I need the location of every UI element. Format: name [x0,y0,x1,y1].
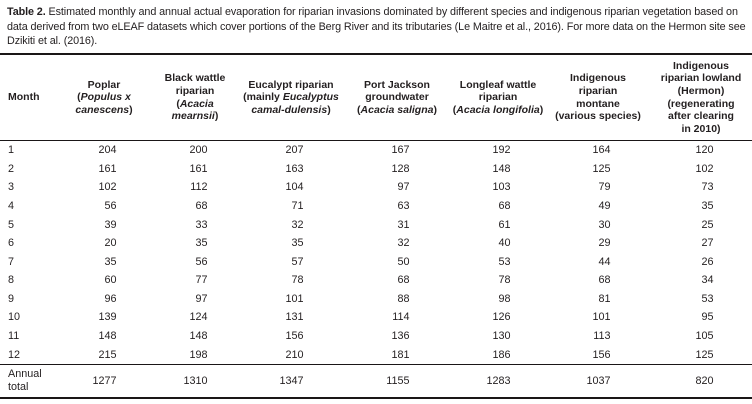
value-cell-port-jackson [344,327,450,346]
value-cell-poplar [56,179,152,198]
column-header-indigenous-montane [546,54,650,141]
evaporation-value: 101 [592,311,611,324]
header-text: Poplar [87,78,121,91]
evaporation-value: 163 [285,162,304,175]
evaporation-value: 35 [291,237,304,250]
value-cell-port-jackson [344,160,450,179]
value-cell-port-jackson [344,290,450,309]
header-line [345,91,449,104]
header-line [345,79,449,92]
value-cell-poplar [56,290,152,309]
value-cell-longleaf-wattle [450,272,546,291]
value-cell-indigenous-lowland [650,234,752,253]
evaporation-value: 35 [195,237,208,250]
value-cell-longleaf-wattle [450,234,546,253]
evaporation-value: 39 [104,218,117,231]
value-cell-eucalypt [238,327,344,346]
value-cell-indigenous-lowland [650,160,752,179]
header-text: Indigenous [570,72,626,85]
evaporation-value: 161 [189,162,208,175]
species-name-text: Acacia [179,97,214,110]
value-cell-indigenous-lowland [650,309,752,328]
header-text: ( [77,91,81,104]
value-cell-black-wattle [152,253,238,272]
header-text: Eucalypt riparian [248,78,334,91]
value-cell-indigenous-lowland [650,253,752,272]
month-cell: 2 [8,162,15,175]
evaporation-value: 156 [592,348,611,361]
value-cell-indigenous-lowland [650,141,752,160]
header-line [651,98,751,111]
header-text: Longleaf wattle [459,78,537,91]
header-text: in 2010) [681,122,721,135]
header-text: Port Jackson [364,78,430,91]
evaporation-value: 112 [190,181,208,194]
table-row-month-1 [0,141,752,160]
value-cell-longleaf-wattle [450,160,546,179]
evaporation-value: 32 [397,237,410,250]
annual-value-cell-black-wattle [152,365,238,399]
header-line [239,104,343,117]
evaporation-value: 128 [391,162,410,175]
header-text: groundwater [365,91,429,104]
month-cell: 11 [8,330,20,343]
annual-value-cell-poplar [56,365,152,399]
column-header-eucalypt [238,54,344,141]
evaporation-value: 44 [598,255,611,268]
table-row-month-6 [0,234,752,253]
value-cell-poplar [56,253,152,272]
value-cell-poplar [56,272,152,291]
evaporation-table [0,53,752,400]
value-cell-longleaf-wattle [450,141,546,160]
evaporation-value: 31 [397,218,410,231]
table-caption [0,0,752,51]
value-cell-port-jackson [344,179,450,198]
value-cell-poplar [56,346,152,365]
column-header-indigenous-lowland [650,54,752,141]
value-cell-indigenous-montane [546,160,650,179]
value-cell-poplar [56,216,152,235]
evaporation-value: 167 [391,144,410,157]
evaporation-value: 181 [391,348,410,361]
evaporation-value: 56 [104,199,117,212]
header-line [8,91,55,104]
value-cell-indigenous-montane [546,141,650,160]
value-cell-black-wattle [152,179,238,198]
value-cell-port-jackson [344,216,450,235]
value-cell-indigenous-montane [546,197,650,216]
evaporation-value: 198 [189,348,208,361]
value-cell-black-wattle [152,160,238,179]
header-text: ) [214,110,219,123]
evaporation-value: 200 [189,144,208,157]
table-header [0,54,752,141]
header-text: ( [176,97,180,110]
header-text: ( [452,103,457,116]
annual-value-cell-port-jackson [344,365,450,399]
annual-value-cell-longleaf-wattle [450,365,546,399]
header-text: Indigenous [673,59,729,72]
header-text: ) [327,103,331,116]
table-row-month-4 [0,197,752,216]
table-row-month-12 [0,346,752,365]
value-cell-eucalypt [238,253,344,272]
month-cell: 9 [8,292,15,305]
value-cell-black-wattle [152,309,238,328]
value-cell-port-jackson [344,141,450,160]
evaporation-value: 68 [498,199,511,212]
evaporation-value: 81 [598,292,611,305]
value-cell-eucalypt [238,290,344,309]
annual-total-label: Annual total [0,365,56,399]
header-line [547,110,649,123]
table-row-month-11 [0,327,752,346]
value-cell-black-wattle [152,197,238,216]
month-cell: 5 [8,218,15,231]
month-cell: 1 [8,144,15,157]
evaporation-value: 114 [392,311,410,324]
table-caption-label: Table 2. [7,6,46,18]
value-cell-eucalypt [238,160,344,179]
value-cell-eucalypt [238,179,344,198]
annual-value-cell-eucalypt [238,365,344,399]
evaporation-value: 102 [695,162,714,175]
evaporation-value: 97 [397,181,410,194]
header-line [651,60,751,73]
species-name-text: Populus x [80,91,131,104]
annual-evaporation-value: 1037 [586,374,611,387]
evaporation-value: 210 [285,348,304,361]
column-header-month [0,54,56,141]
species-name-text: mearnsii [171,110,215,123]
value-cell-indigenous-lowland [650,179,752,198]
value-cell-longleaf-wattle [450,197,546,216]
species-name-text: canescens [75,103,130,116]
header-text: riparian [578,84,618,97]
evaporation-value: 204 [98,144,117,157]
value-cell-eucalypt [238,309,344,328]
header-text: riparian [175,84,215,97]
evaporation-value: 34 [701,274,714,287]
table-row-month-9 [0,290,752,309]
annual-evaporation-value: 1277 [92,374,117,387]
header-line [57,104,151,117]
value-cell-poplar [56,141,152,160]
header-line [57,91,151,104]
value-cell-black-wattle [152,346,238,365]
value-cell-longleaf-wattle [450,179,546,198]
evaporation-value: 49 [598,199,611,212]
header-line [451,104,545,117]
value-cell-port-jackson [344,197,450,216]
value-cell-indigenous-lowland [650,346,752,365]
evaporation-value: 40 [498,237,511,250]
table-caption-text: Estimated monthly and annual actual evaporation for riparian invasions dominated by different species and indigenous riparian vegetation based on data derived from two eLEAF datasets which cover portions of the Berg River and its tributaries (Le Maitre et al., 2016). For more data on the Hermon site see Dzikiti et al. (2016). [7,6,746,48]
header-line [57,79,151,92]
header-line [451,91,545,104]
evaporation-value: 50 [397,255,410,268]
table-body [0,141,752,399]
annual-value-cell-indigenous-montane [546,365,650,399]
evaporation-value: 63 [397,199,410,212]
evaporation-value: 148 [492,162,511,175]
value-cell-indigenous-montane [546,327,650,346]
value-cell-black-wattle [152,141,238,160]
species-name-text: Acacia saligna [360,103,434,116]
evaporation-value: 60 [104,274,117,287]
header-text: (various species) [555,110,641,123]
value-cell-eucalypt [238,346,344,365]
column-header-poplar [56,54,152,141]
column-header-black-wattle [152,54,238,141]
header-text: riparian lowland [660,72,742,85]
value-cell-longleaf-wattle [450,253,546,272]
header-text: ) [433,103,437,116]
value-cell-indigenous-lowland [650,290,752,309]
annual-evaporation-value: 1283 [486,374,511,387]
value-cell-indigenous-lowland [650,327,752,346]
species-name-text: camal-dulensis [251,103,328,116]
header-line [651,110,751,123]
header-text: ) [129,103,133,116]
evaporation-value: 26 [701,255,714,268]
value-cell-indigenous-lowland [650,197,752,216]
table-header-row [0,54,752,141]
table-row-month-7 [0,253,752,272]
header-text: Black wattle [164,72,226,85]
evaporation-value: 95 [701,311,714,324]
value-cell-eucalypt [238,272,344,291]
value-cell-black-wattle [152,290,238,309]
evaporation-value: 102 [98,181,117,194]
evaporation-value: 71 [291,199,304,212]
evaporation-value: 20 [104,237,117,250]
header-text: (Hermon) [677,84,725,97]
evaporation-value: 104 [285,181,304,194]
value-cell-indigenous-montane [546,253,650,272]
column-header-port-jackson [344,54,450,141]
evaporation-value: 139 [98,311,117,324]
evaporation-value: 35 [104,255,117,268]
evaporation-value: 56 [195,255,208,268]
header-line [239,91,343,104]
evaporation-value: 125 [592,162,611,175]
annual-total-row [0,365,752,399]
value-cell-poplar [56,160,152,179]
value-cell-port-jackson [344,234,450,253]
value-cell-port-jackson [344,346,450,365]
value-cell-longleaf-wattle [450,346,546,365]
evaporation-value: 33 [195,218,208,231]
header-line [153,98,237,111]
value-cell-poplar [56,327,152,346]
evaporation-value: 77 [195,274,208,287]
header-line [239,79,343,92]
value-cell-indigenous-montane [546,272,650,291]
header-line [651,123,751,136]
header-line [345,104,449,117]
evaporation-value: 27 [701,237,714,250]
evaporation-value: 96 [104,292,117,305]
evaporation-value: 215 [98,348,117,361]
header-line [651,72,751,85]
value-cell-black-wattle [152,327,238,346]
evaporation-value: 101 [285,292,304,305]
evaporation-value: 29 [598,237,611,250]
value-cell-indigenous-montane [546,179,650,198]
header-line [547,98,649,111]
header-line [547,72,649,85]
evaporation-value: 113 [593,330,611,343]
evaporation-value: 124 [189,311,208,324]
evaporation-value: 35 [701,199,714,212]
table-row-month-3 [0,179,752,198]
header-line [651,85,751,98]
evaporation-value: 68 [195,199,208,212]
evaporation-value: 120 [695,144,714,157]
evaporation-value: 25 [701,218,714,231]
header-text: Month [8,91,40,104]
evaporation-value: 192 [492,144,511,157]
value-cell-black-wattle [152,216,238,235]
month-cell: 12 [8,348,21,361]
value-cell-indigenous-lowland [650,216,752,235]
month-cell: 7 [8,255,15,268]
evaporation-value: 53 [701,292,714,305]
value-cell-indigenous-montane [546,216,650,235]
value-cell-eucalypt [238,234,344,253]
value-cell-longleaf-wattle [450,290,546,309]
header-text: (mainly [243,91,283,104]
value-cell-indigenous-montane [546,290,650,309]
evaporation-value: 125 [695,348,714,361]
value-cell-poplar [56,309,152,328]
evaporation-value: 73 [701,181,714,194]
header-text: (regenerating [667,97,735,110]
table-row-month-2 [0,160,752,179]
month-cell: 3 [8,181,15,194]
evaporation-value: 32 [291,218,304,231]
column-header-longleaf-wattle [450,54,546,141]
evaporation-value: 130 [492,330,511,343]
table-row-month-5 [0,216,752,235]
table-row-month-10 [0,309,752,328]
evaporation-value: 79 [598,181,611,194]
annual-evaporation-value: 1347 [279,374,304,387]
value-cell-eucalypt [238,197,344,216]
header-text: after clearing [668,110,734,123]
value-cell-eucalypt [238,141,344,160]
evaporation-value: 161 [98,162,117,175]
species-name-text: Eucalyptus [282,91,339,104]
month-cell: 10 [8,311,21,324]
evaporation-value: 131 [285,311,304,324]
evaporation-value: 207 [285,144,304,157]
evaporation-value: 105 [695,330,714,343]
value-cell-port-jackson [344,309,450,328]
value-cell-port-jackson [344,253,450,272]
evaporation-value: 68 [598,274,611,287]
evaporation-value: 148 [98,330,117,343]
header-line [153,110,237,123]
evaporation-value: 78 [291,274,304,287]
evaporation-value: 97 [195,292,208,305]
header-text: riparian [478,91,518,104]
value-cell-black-wattle [152,272,238,291]
value-cell-indigenous-montane [546,234,650,253]
evaporation-value: 57 [291,255,304,268]
value-cell-indigenous-montane [546,309,650,328]
value-cell-port-jackson [344,272,450,291]
evaporation-value: 186 [492,348,511,361]
value-cell-indigenous-lowland [650,272,752,291]
header-line [451,79,545,92]
value-cell-longleaf-wattle [450,309,546,328]
month-cell: 6 [8,237,15,250]
evaporation-value: 136 [391,330,410,343]
value-cell-longleaf-wattle [450,327,546,346]
evaporation-value: 78 [498,274,511,287]
evaporation-value: 88 [397,292,410,305]
value-cell-indigenous-montane [546,346,650,365]
value-cell-eucalypt [238,216,344,235]
annual-evaporation-value: 1310 [183,374,208,387]
value-cell-black-wattle [152,234,238,253]
annual-evaporation-value: 1155 [386,374,410,387]
month-cell: 8 [8,274,15,287]
header-text: ) [539,103,544,116]
evaporation-value: 98 [498,292,511,305]
header-line [153,85,237,98]
annual-value-cell-indigenous-lowland [650,365,752,399]
header-text: montane [576,97,620,110]
evaporation-value: 61 [498,218,511,231]
header-line [153,72,237,85]
table-row-month-8 [0,272,752,291]
evaporation-value: 148 [189,330,208,343]
species-name-text: Acacia longifolia [456,103,540,116]
evaporation-value: 53 [498,255,511,268]
evaporation-value: 30 [598,218,611,231]
value-cell-longleaf-wattle [450,216,546,235]
evaporation-value: 103 [492,181,511,194]
evaporation-value: 164 [592,144,611,157]
value-cell-poplar [56,234,152,253]
evaporation-value: 126 [492,311,511,324]
value-cell-poplar [56,197,152,216]
evaporation-value: 156 [285,330,304,343]
header-text: ( [357,103,361,116]
evaporation-value: 68 [397,274,410,287]
header-line [547,85,649,98]
month-cell: 4 [8,199,15,212]
annual-evaporation-value: 820 [695,374,714,387]
